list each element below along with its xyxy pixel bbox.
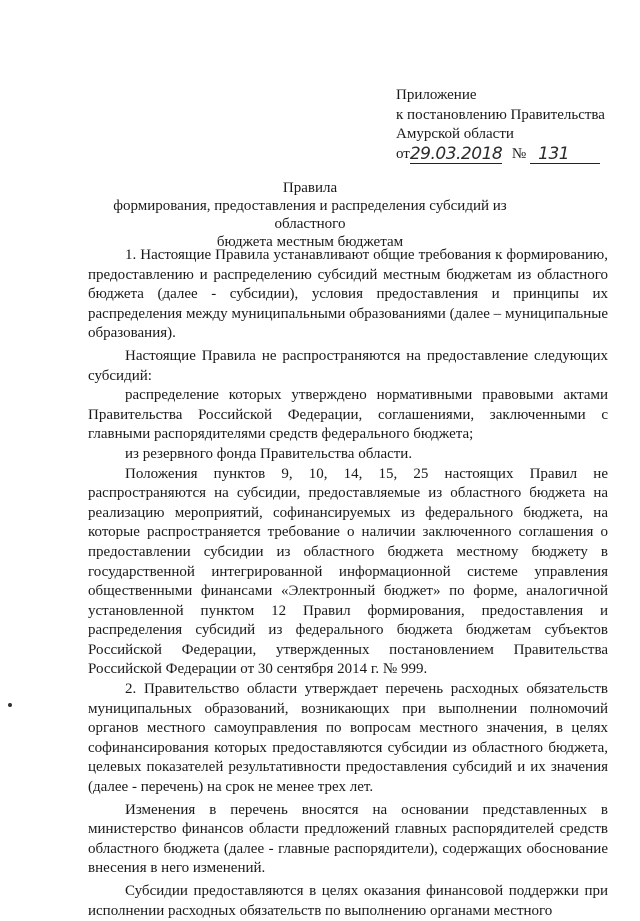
handwritten-number: 131 <box>530 145 600 164</box>
paragraph-2: Настоящие Правила не распространяются на предоставление следующих субсидий: <box>88 347 608 384</box>
scan-margin-mark <box>8 703 12 707</box>
appendix-line-2: к постановлению Правительства <box>396 106 605 123</box>
paragraph-6: 2. Правительство области утверждает перечень расходных обязательств муниципальных образований, возникающих при выполнении полномочий органов местного самоуправления по вопросам местного значения, в целях софинансирования которых предоставляются субсидии из областного бюджета, целевых показателей результативности предоставления субсидий и их значения (далее - перечень) на срок не менее трех лет. <box>88 681 608 796</box>
title-subtitle-1: формирования, предоставления и распределения субсидий из областного <box>113 198 507 232</box>
document-title <box>80 179 540 251</box>
appendix-line-3: Амурской области <box>396 126 514 142</box>
handwritten-date: 29.03.2018 <box>409 144 503 164</box>
appendix-line-1: Приложение <box>396 87 477 103</box>
title-heading: Правила <box>282 180 338 196</box>
document-body <box>88 246 608 921</box>
date-number-line <box>396 145 628 165</box>
paragraph-4: из резервного фонда Правительства области. <box>125 445 413 462</box>
title-subtitle-2: бюджета местным бюджетам <box>216 234 404 250</box>
number-prefix: № <box>511 145 527 162</box>
paragraph-7: Изменения в перечень вносятся на основании представленных в министерство финансов области предложений главных распорядителей средств областного бюджета (далее - главные распорядители), содержащих обоснование внесения в него изменений. <box>88 801 608 877</box>
paragraph-3: распределение которых утверждено нормативными правовыми актами Правительства Российской Федерации, соглашениями, заключенными с главными распорядителями средств федерального бюджета; <box>88 387 608 443</box>
paragraph-5: Положения пунктов 9, 10, 14, 15, 25 настоящих Правил не распространяются на субсидии, предоставляемые из областного бюджета на реализацию мероприятий, софинансируемых из федерального бюджета, на которые распространяется требование о наличии заключенного соглашения о предоставлении субсидии из областного бюджета местному бюджету в государственной интегрированной информационной системе управления общественными финансами «Электронный бюджет» по форме, аналогичной установленной пунктом 12 Правил формирования, предоставления и распределения субсидий из федерального бюджета бюджетам субъектов Российской Федерации, утвержденных постановлением Правительства Российской Федерации от 30 сентября 2014 г. № 999. <box>88 465 608 678</box>
paragraph-1: 1. Настоящие Правила устанавливают общие требования к формированию, предоставлению и распределению субсидий местным бюджетам из областного бюджета (далее - субсидии), условия предоставления и принципы их распределения между муниципальными образованиями (далее – муниципальные образования). <box>88 247 608 342</box>
date-prefix: от <box>396 145 410 162</box>
paragraph-8: Субсидии предоставляются в целях оказания финансовой поддержки при исполнении расходных обязательств по выполнению органами местного <box>88 883 608 919</box>
appendix-block <box>396 86 628 164</box>
